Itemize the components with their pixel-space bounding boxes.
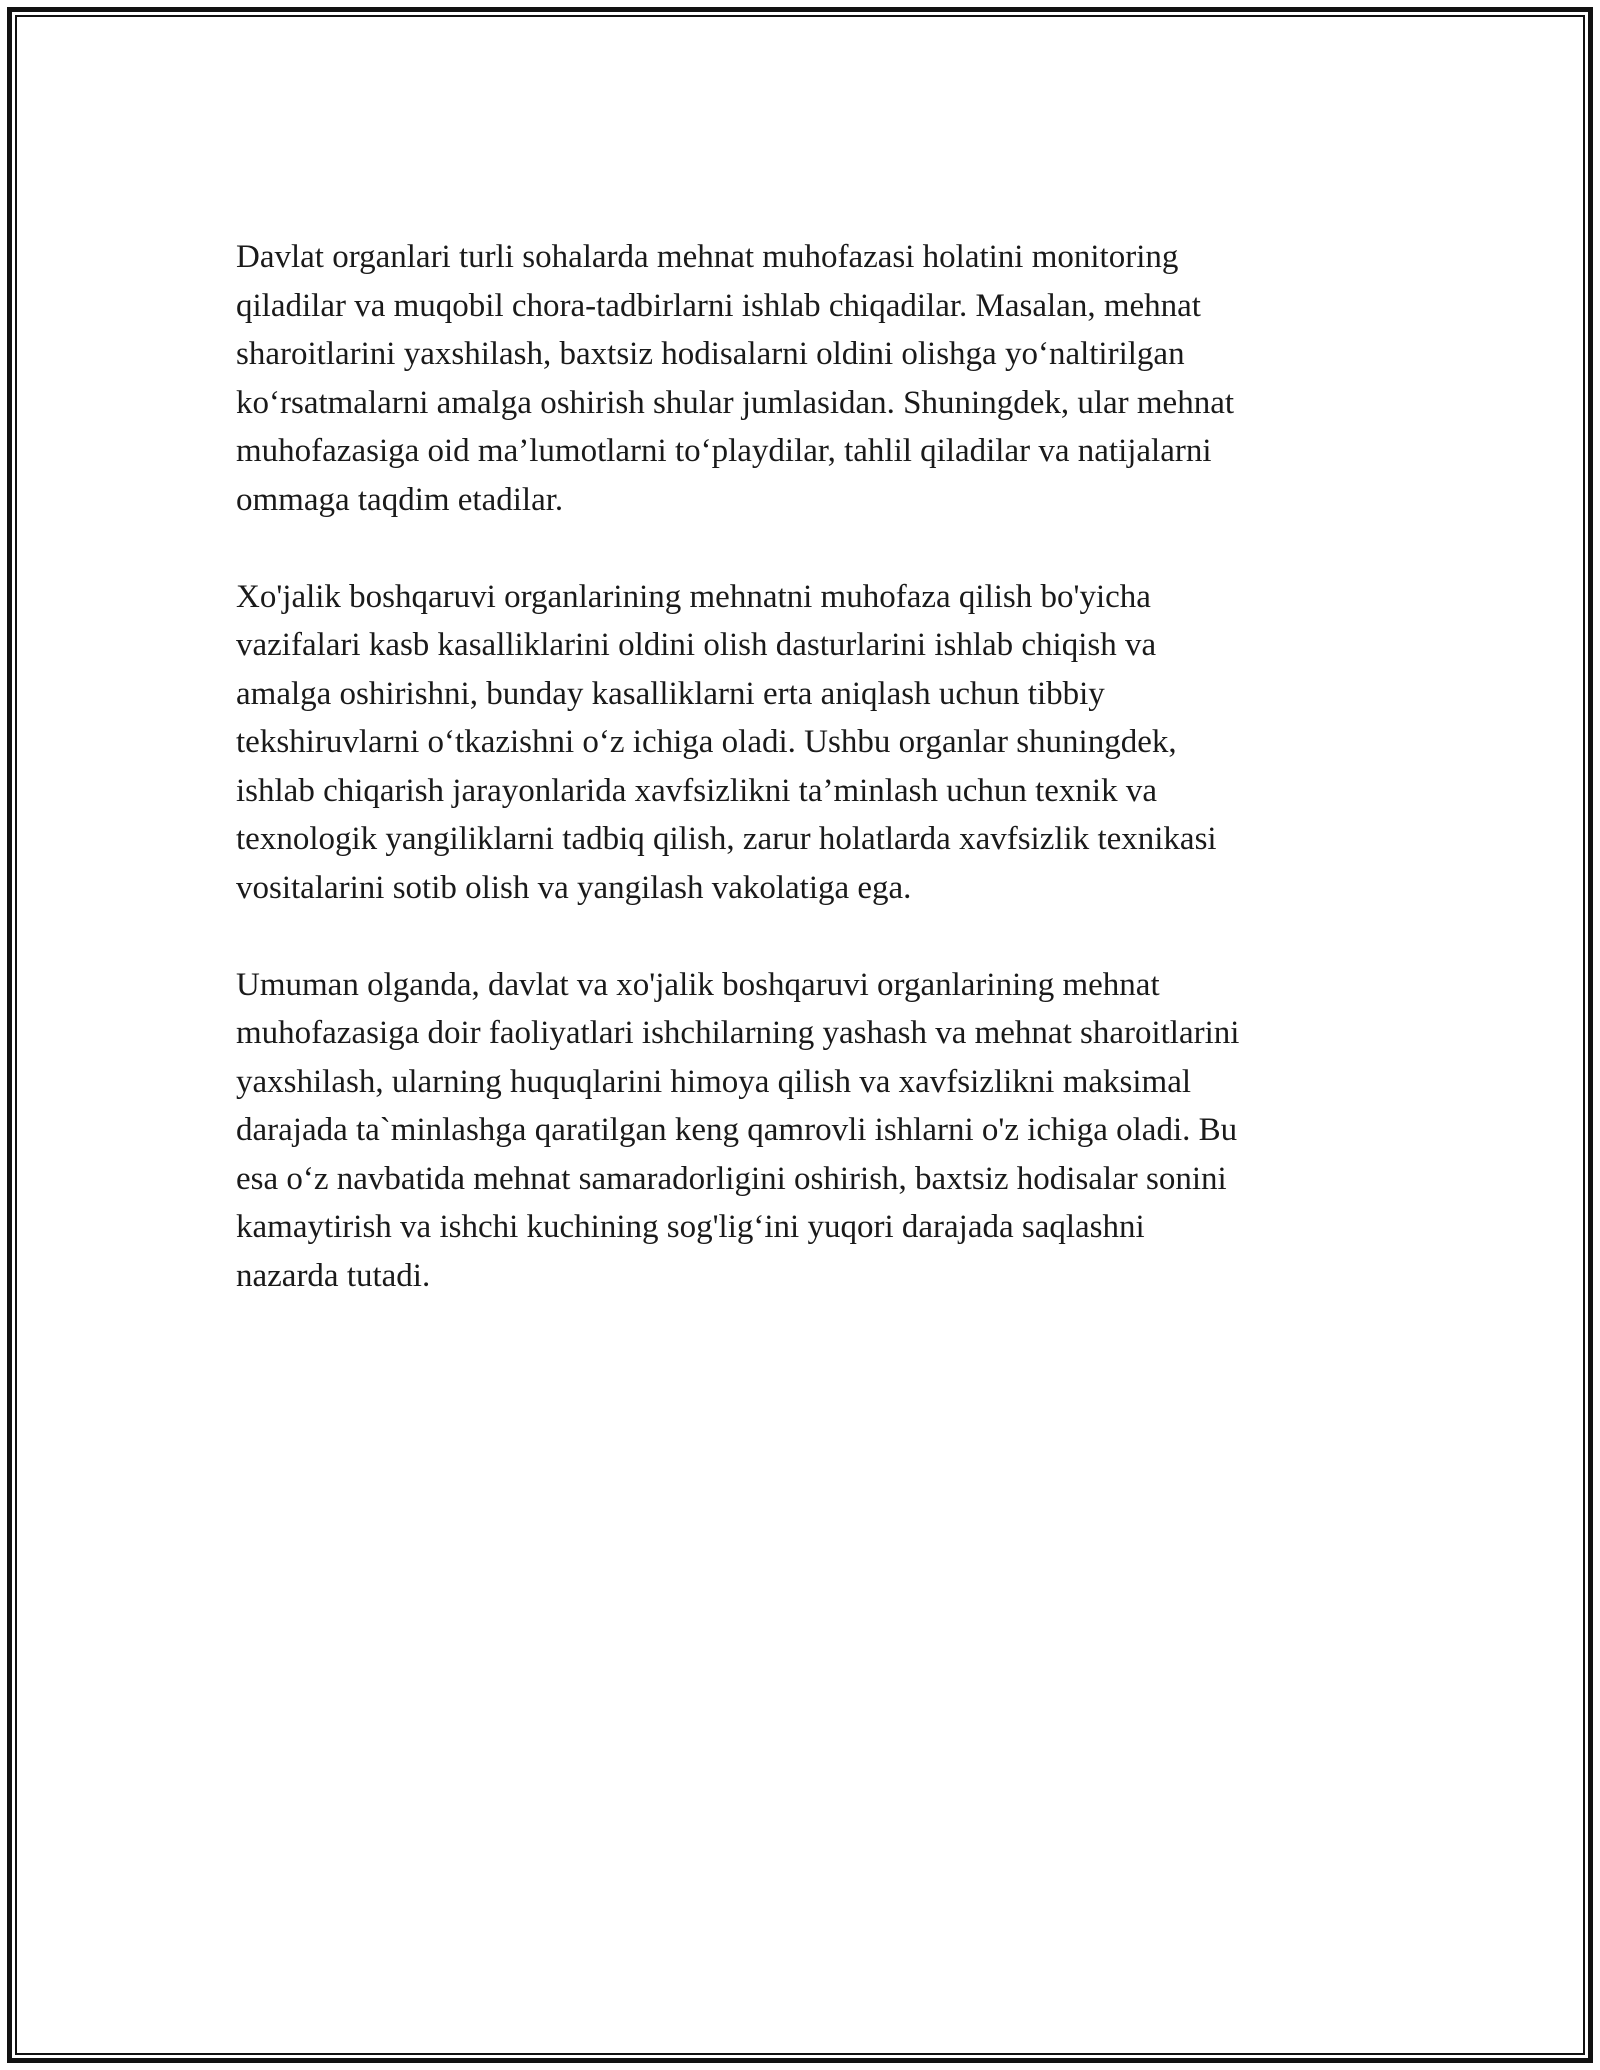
paragraph-1: Davlat organlari turli sohalarda mehnat muhofazasi holatini monitoring qiladilar va muqobil chora-tadbirlarni ishlab chiqadilar. Masalan, mehnat sharoitlarini yaxshilash, baxtsiz hodisalarni oldini olishga yo‘naltirilgan ko‘rsatmalarni amalga oshirish shular jumlasidan. Shuningdek, ular mehnat muhofazasiga oid ma’lumotlarni to‘playdilar, tahlil qiladilar va natijalarni ommaga taqdim etadilar. [236,239,1235,518]
paragraph-3: Umuman olganda, davlat va xo'jalik boshqaruvi organlarining mehnat muhofazasiga doir faoliyatlari ishchilarning yashash va mehnat sharoitlarini yaxshilash, ularning huquqlarini himoya qilish va xavfsizlikni maksimal darajada ta`minlashga qaratilgan keng qamrovli ishlarni o'z ichiga oladi. Bu esa o‘z navbatida mehnat samaradorligini oshirish, baxtsiz hodisalar sonini kamaytirish va ishchi kuchining sog'lig‘ini yuqori darajada saqlashni nazarda tutadi. [236,966,1240,1294]
paragraph-2: Xo'jalik boshqaruvi organlarining mehnatni muhofaza qilish bo'yicha vazifalari kasb kasalliklarini oldini olish dasturlarini ishlab chiqish va amalga oshirishni, bunday kasalliklarni erta aniqlash uchun tibbiy tekshiruvlarni o‘tkazishni o‘z ichiga oladi. Ushbu organlar shuningdek, ishlab chiqarish jarayonlarida xavfsizlikni ta’minlash uchun texnik va texnologik yangiliklarni tadbiq qilish, zarur holatlarda xavfsizlik texnikasi vositalarini sotib olish va yangilash vakolatiga ega. [236,578,1217,906]
document-body [236,233,1396,1349]
